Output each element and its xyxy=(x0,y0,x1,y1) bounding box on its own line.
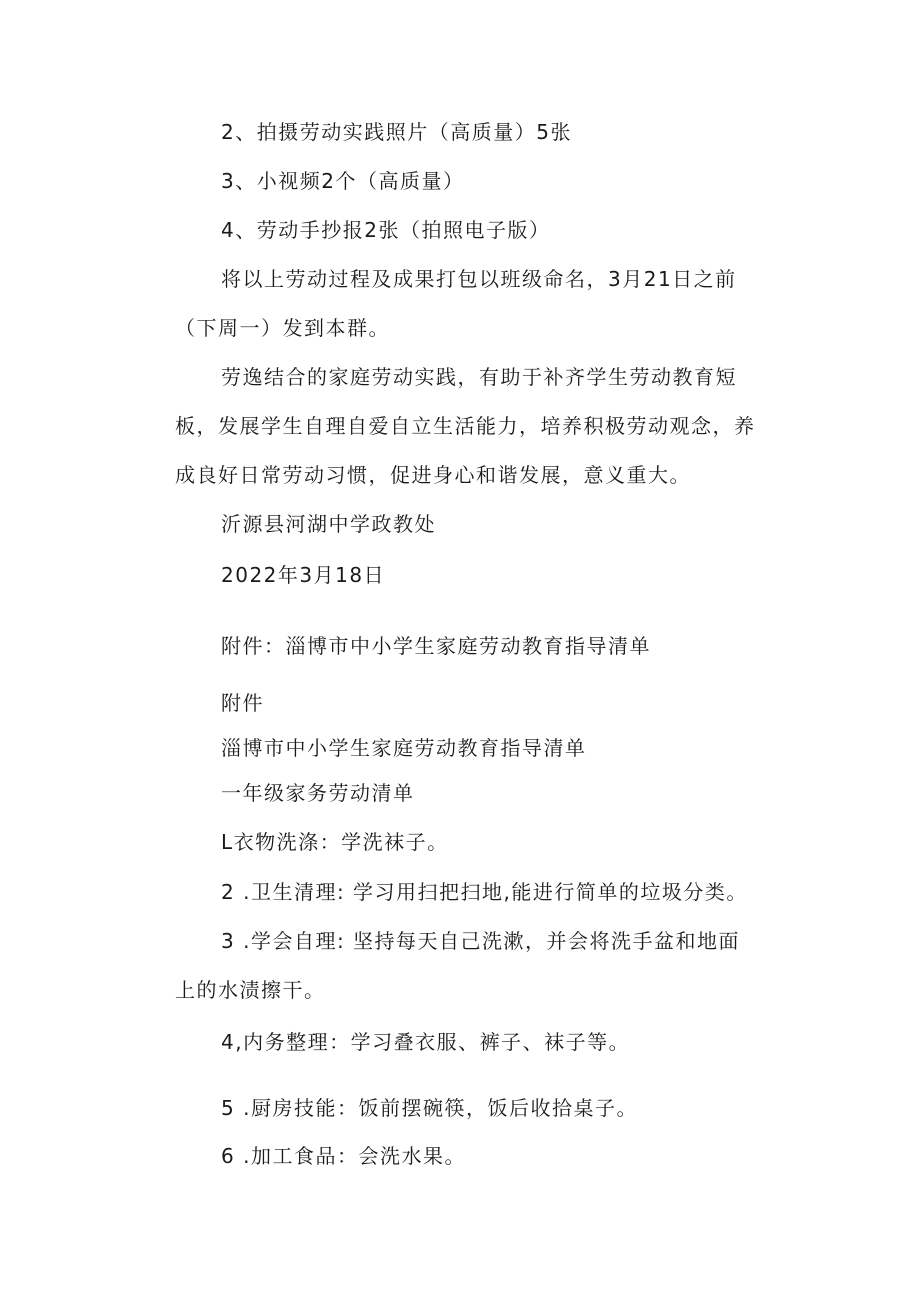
task-kitchen: 5 .厨房技能：饭前摆碗筷，饭后收拾桌子。 xyxy=(221,1096,638,1120)
task-laundry: L衣物洗涤：学洗袜子。 xyxy=(221,830,449,854)
significance-line-1: 劳逸结合的家庭劳动实践，有助于补齐学生劳动教育短 xyxy=(221,365,737,389)
item-photos: 2、拍摄劳动实践照片（高质量）5张 xyxy=(221,120,572,144)
task-self-care-line-2: 上的水渍擦干。 xyxy=(175,978,326,1002)
item-handwritten-newspaper: 4、劳动手抄报2张（拍照电子版） xyxy=(221,218,551,242)
attachment-note: 附件：淄博市中小学生家庭劳动教育指导清单 xyxy=(221,634,651,658)
appendix-label: 附件 xyxy=(221,691,264,715)
appendix-title: 淄博市中小学生家庭劳动教育指导清单 xyxy=(221,736,587,760)
grade-heading: 一年级家务劳动清单 xyxy=(221,781,415,805)
task-self-care-line-1: 3 .学会自理: 坚持每天自己洗漱，并会将洗手盆和地面 xyxy=(221,929,741,953)
item-videos: 3、小视频2个（高质量） xyxy=(221,169,465,193)
task-tidying: 4,内务整理：学习叠衣服、裤子、袜子等。 xyxy=(221,1030,631,1054)
task-food: 6 .加工食品：会洗水果。 xyxy=(221,1144,466,1168)
significance-line-3: 成良好日常劳动习惯，促进身心和谐发展，意义重大。 xyxy=(175,463,691,487)
task-cleaning: 2 .卫生清理: 学习用扫把扫地,能进行简单的垃圾分类。 xyxy=(221,880,748,904)
submission-line-1: 将以上劳动过程及成果打包以班级命名，3月21日之前 xyxy=(221,267,737,291)
significance-line-2: 板，发展学生自理自爱自立生活能力，培养积极劳动观念，养 xyxy=(175,414,756,438)
date: 2022年3月18日 xyxy=(221,563,386,587)
submission-line-2: （下周一）发到本群。 xyxy=(175,316,390,340)
signature: 沂源县河湖中学政教处 xyxy=(221,512,436,536)
